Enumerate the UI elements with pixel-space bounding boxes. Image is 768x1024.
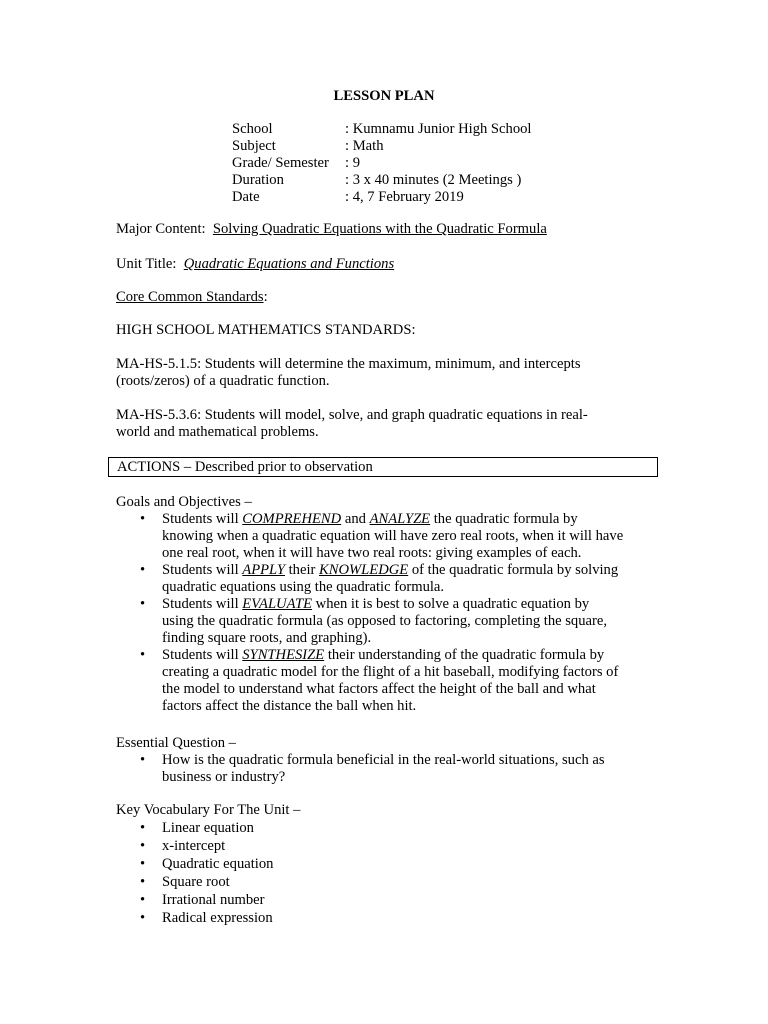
bullet-icon: • [140, 910, 146, 926]
info-row-grade [232, 155, 531, 172]
key-vocabulary-section [116, 802, 300, 927]
question-line: business or industry? [162, 769, 286, 785]
goal-text: Students will [162, 562, 243, 578]
info-row-duration [232, 172, 531, 189]
goal-keyword: APPLY [242, 562, 285, 578]
goal-line: the model to understand what factors affect the height of the ball and what [162, 681, 596, 697]
major-content-label: Major Content: [116, 221, 206, 237]
goal-line: knowing when a quadratic equation will have zero real roots, when it will have [162, 528, 624, 544]
info-label: Duration [232, 172, 284, 188]
goal-line: factors affect the distance the ball when hit. [162, 698, 417, 714]
list-item [116, 837, 300, 855]
goal-text: and [341, 511, 370, 527]
standard-ma-hs-5-3-6 [116, 407, 588, 441]
info-value: : 4, 7 February 2019 [345, 189, 464, 205]
info-value: : Kumnamu Junior High School [345, 121, 532, 137]
vocabulary-term: Square root [162, 874, 230, 890]
bullet-icon: • [140, 752, 146, 768]
goals-heading: Goals and Objectives – [116, 494, 252, 510]
goal-text: their understanding of the quadratic formula by [324, 647, 605, 663]
info-label: Grade/ Semester [232, 155, 329, 171]
bullet-icon: • [140, 511, 146, 527]
hs-standards-heading: HIGH SCHOOL MATHEMATICS STANDARDS: [116, 322, 416, 338]
bullet-icon: • [140, 856, 146, 872]
vocabulary-term: x-intercept [162, 838, 226, 854]
vocabulary-term: Linear equation [162, 820, 254, 836]
essential-question-heading: Essential Question – [116, 735, 236, 751]
standard-line: MA-HS-5.3.6: Students will model, solve, and graph quadratic equations in real- [116, 407, 588, 423]
info-value: : Math [345, 138, 384, 154]
list-item [116, 647, 623, 715]
goal-text: of the quadratic formula by solving [408, 562, 619, 578]
essential-question-list [116, 752, 605, 786]
bullet-icon: • [140, 820, 146, 836]
goal-line: one real root, when it will have two real roots: giving examples of each. [162, 545, 582, 561]
goals-section [116, 494, 623, 715]
bullet-icon: • [140, 892, 146, 908]
goal-line: creating a quadratic model for the flight of a hit baseball, modifying factors of [162, 664, 619, 680]
goal-keyword: EVALUATE [242, 596, 312, 612]
goal-text: Students will [162, 511, 243, 527]
goal-line: using the quadratic formula (as opposed to factoring, completing the square, [162, 613, 607, 629]
list-item [116, 752, 605, 786]
standard-line: world and mathematical problems. [116, 424, 319, 440]
actions-box: ACTIONS – Described prior to observation [108, 457, 658, 477]
goal-line: quadratic equations using the quadratic formula. [162, 579, 445, 595]
info-value: : 3 x 40 minutes (2 Meetings ) [345, 172, 522, 188]
bullet-icon: • [140, 838, 146, 854]
question-line: How is the quadratic formula beneficial in the real-world situations, such as [162, 752, 605, 768]
page-title: LESSON PLAN [333, 88, 435, 104]
major-content [116, 221, 547, 238]
goal-keyword: SYNTHESIZE [242, 647, 325, 663]
list-item [116, 596, 623, 647]
list-item [116, 855, 300, 873]
goal-text: the quadratic formula by [430, 511, 578, 527]
vocabulary-term: Irrational number [162, 892, 265, 908]
bullet-icon: • [140, 874, 146, 890]
unit-title-label: Unit Title: [116, 256, 177, 272]
goal-keyword: ANALYZE [369, 511, 431, 527]
goal-keyword: KNOWLEDGE [319, 562, 409, 578]
bullet-icon: • [140, 647, 146, 663]
standard-ma-hs-5-1-5 [116, 356, 581, 390]
core-standards-label: Core Common Standards [116, 289, 264, 305]
list-item [116, 819, 300, 837]
list-item [116, 909, 300, 927]
unit-title-value: Quadratic Equations and Functions [183, 256, 395, 272]
goal-text: their [284, 562, 320, 578]
standard-line: MA-HS-5.1.5: Students will determine the maximum, minimum, and intercepts [116, 356, 581, 372]
goal-text: when it is best to solve a quadratic equation by [312, 596, 590, 612]
goal-keyword: COMPREHEND [242, 511, 342, 527]
standard-line: (roots/zeros) of a quadratic function. [116, 373, 330, 389]
vocabulary-term: Quadratic equation [162, 856, 274, 872]
goal-line: finding square roots, and graphing). [162, 630, 372, 646]
core-standards-colon: : [263, 289, 268, 305]
goals-list [116, 511, 623, 715]
info-row-school [232, 121, 531, 138]
info-label: School [232, 121, 273, 137]
list-item [116, 891, 300, 909]
vocabulary-heading: Key Vocabulary For The Unit – [116, 802, 301, 818]
vocabulary-list [116, 819, 300, 927]
info-label: Subject [232, 138, 276, 154]
list-item [116, 511, 623, 562]
core-standards [116, 289, 268, 306]
info-value: : 9 [345, 155, 360, 171]
essential-question-section [116, 735, 605, 786]
info-row-subject [232, 138, 531, 155]
vocabulary-term: Radical expression [162, 910, 273, 926]
list-item [116, 873, 300, 891]
bullet-icon: • [140, 562, 146, 578]
lesson-info-table [232, 121, 531, 206]
major-content-value: Solving Quadratic Equations with the Quadratic Formula [212, 221, 547, 237]
unit-title [116, 256, 394, 273]
list-item [116, 562, 623, 596]
info-label: Date [232, 189, 260, 205]
goal-text: Students will [162, 647, 243, 663]
goal-text: Students will [162, 596, 243, 612]
info-row-date [232, 189, 531, 206]
bullet-icon: • [140, 596, 146, 612]
